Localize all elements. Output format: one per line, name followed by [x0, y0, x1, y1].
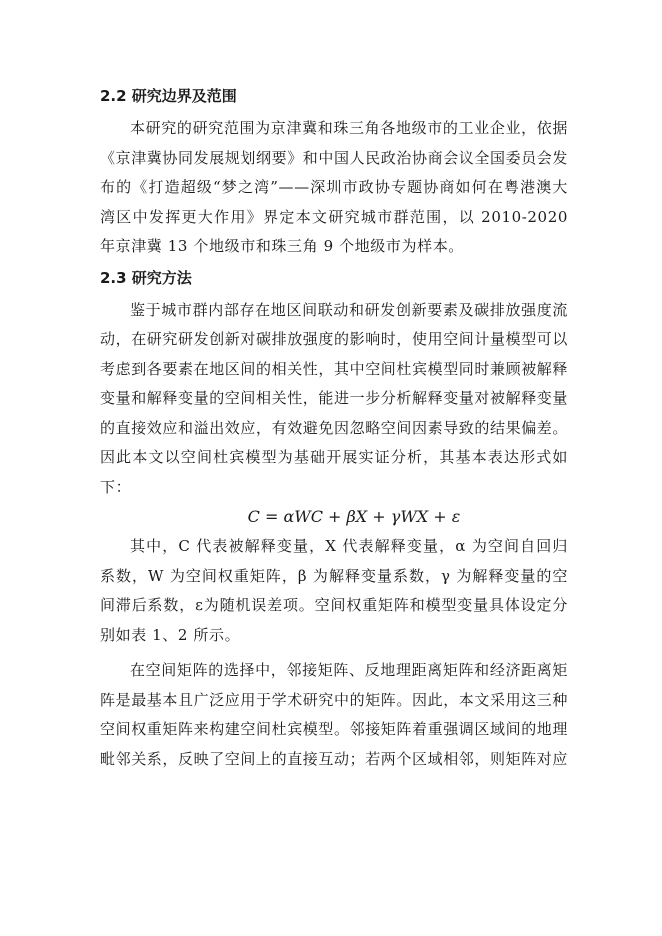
- sdm-formula: C = αWC + βX + γWX + ε: [247, 507, 461, 526]
- section-heading-2-2: 2.2 研究边界及范围: [100, 87, 237, 105]
- paragraph-method-intro: 鉴于城市群内部存在地区间联动和研发创新要素及碳排放强度流动，在研究研发创新对碳排放强度的影响时，使用空间计量模型可以考虑到各要素在地区间的相关性，其中空间杜宾模型同时兼顾被解释变量和解释变量的空间相关性，能进一步分析解释变量对被解释变量的直接效应和溢出效应，有效避免因忽略空间因素导致的结果偏差。因此本文以空间杜宾模型为基础开展实证分析，其基本表达形式如下：: [100, 300, 569, 496]
- paragraph-variable-definitions: 其中，C 代表被解释变量，X 代表解释变量，α 为空间自回归系数，W 为空间权重矩阵，β 为解释变量系数，γ 为解释变量的空间滞后系数，ε为随机误差项。空间权重矩阵和模型变量具体设定分别如表 1、2 所示。: [100, 537, 568, 644]
- paragraph-spatial-matrix: 在空间矩阵的选择中，邻接矩阵、反地理距离矩阵和经济距离矩阵是最基本且广泛应用于学术研究中的矩阵。因此，本文采用这三种空间权重矩阵来构建空间杜宾模型。邻接矩阵着重强调区域间的地理毗邻关系，反映了空间上的直接互动；若两个区域相邻，则矩阵对应: [100, 661, 569, 768]
- paragraph-research-scope: 本研究的研究范围为京津冀和珠三角各地级市的工业企业，依据《京津冀协同发展规划纲要》和中国人民政治协商会议全国委员会发布的《打造超级“梦之湾”——深圳市政协专题协商如何在粤港澳大湾区中发挥更大作用》界定本文研究城市群范围，以 2010-2020 年京津冀 13 个地级市和珠三角 9 个地级市为样本。: [100, 119, 569, 255]
- section-heading-2-3: 2.3 研究方法: [100, 268, 192, 287]
